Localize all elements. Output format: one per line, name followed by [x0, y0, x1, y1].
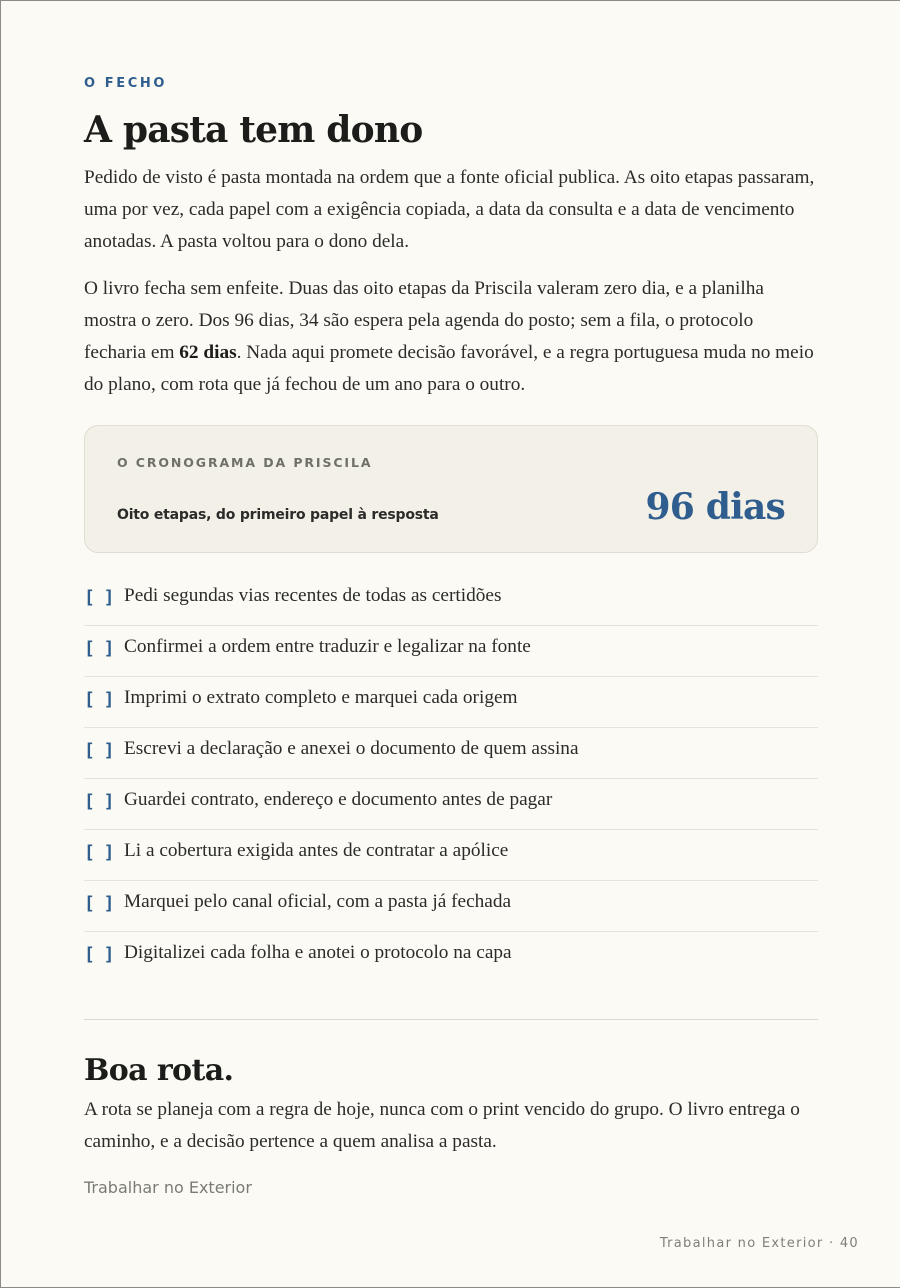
closing-paragraph: A rota se planeja com a regra de hoje, nunca com o print vencido do grupo. O livro entrega o caminho, e a decisão pertence a quem analisa a pasta. [84, 1099, 800, 1152]
summary-description: Oito etapas, do primeiro papel à resposta [117, 507, 439, 523]
checklist-item [84, 677, 818, 728]
checklist-item-label: Pedi segundas vias recentes de todas as certidões [124, 585, 502, 606]
checklist-item [84, 626, 818, 677]
checkbox[interactable]: [ ] [84, 689, 114, 710]
section-divider [84, 1019, 818, 1020]
checklist [84, 575, 818, 982]
checklist-item-label: Imprimi o extrato completo e marquei cada origem [124, 687, 518, 708]
section-kicker: O FECHO [84, 76, 168, 91]
paragraph-2-text-before: O livro fecha sem enfeite. Duas das oito etapas da Priscila valeram zero dia, e a planilha mostra o zero. Dos 96 dias, 34 são espera pela agenda do posto; sem a fila, o protocolo fecharia em [84, 278, 764, 363]
closing-title: Boa rota. [84, 1053, 234, 1088]
checkbox[interactable]: [ ] [84, 893, 114, 914]
timeline-summary-card [84, 425, 818, 553]
checklist-item-label: Confirmei a ordem entre traduzir e legalizar na fonte [124, 636, 531, 657]
checkbox[interactable]: [ ] [84, 638, 114, 659]
checkbox[interactable]: [ ] [84, 791, 114, 812]
checkbox[interactable]: [ ] [84, 740, 114, 761]
paragraph-2-highlight: 62 dias [179, 342, 237, 363]
checklist-item [84, 728, 818, 779]
intro-paragraph-2 [84, 273, 818, 401]
checklist-item [84, 830, 818, 881]
checklist-item [84, 779, 818, 830]
checklist-item-label: Li a cobertura exigida antes de contratar a apólice [124, 840, 509, 861]
checkbox[interactable]: [ ] [84, 587, 114, 608]
checkbox[interactable]: [ ] [84, 944, 114, 965]
page-footer: Trabalhar no Exterior · 40 [659, 1236, 859, 1251]
book-signature: Trabalhar no Exterior [84, 1178, 252, 1197]
checklist-item [84, 932, 818, 982]
checklist-item [84, 881, 818, 932]
paragraph-2-text-after: . Nada aqui promete decisão favorável, e a regra portuguesa muda no meio do plano, com rota que já fechou de um ano para o outro. [84, 342, 814, 395]
page-title: A pasta tem dono [84, 109, 423, 151]
checklist-item-label: Guardei contrato, endereço e documento antes de pagar [124, 789, 553, 810]
summary-total-days: 96 dias [645, 486, 785, 528]
summary-label: O CRONOGRAMA DA PRISCILA [117, 455, 373, 470]
checkbox[interactable]: [ ] [84, 842, 114, 863]
checklist-item-label: Marquei pelo canal oficial, com a pasta já fechada [124, 891, 512, 912]
checklist-item-label: Escrevi a declaração e anexei o documento de quem assina [124, 738, 579, 759]
checklist-item-label: Digitalizei cada folha e anotei o protocolo na capa [124, 942, 512, 963]
intro-paragraph-1: Pedido de visto é pasta montada na ordem que a fonte oficial publica. As oito etapas passaram, uma por vez, cada papel com a exigência copiada, a data da consulta e a data de vencimento anotadas. A pasta voltou para o dono dela. [84, 167, 815, 252]
checklist-item [84, 575, 818, 626]
